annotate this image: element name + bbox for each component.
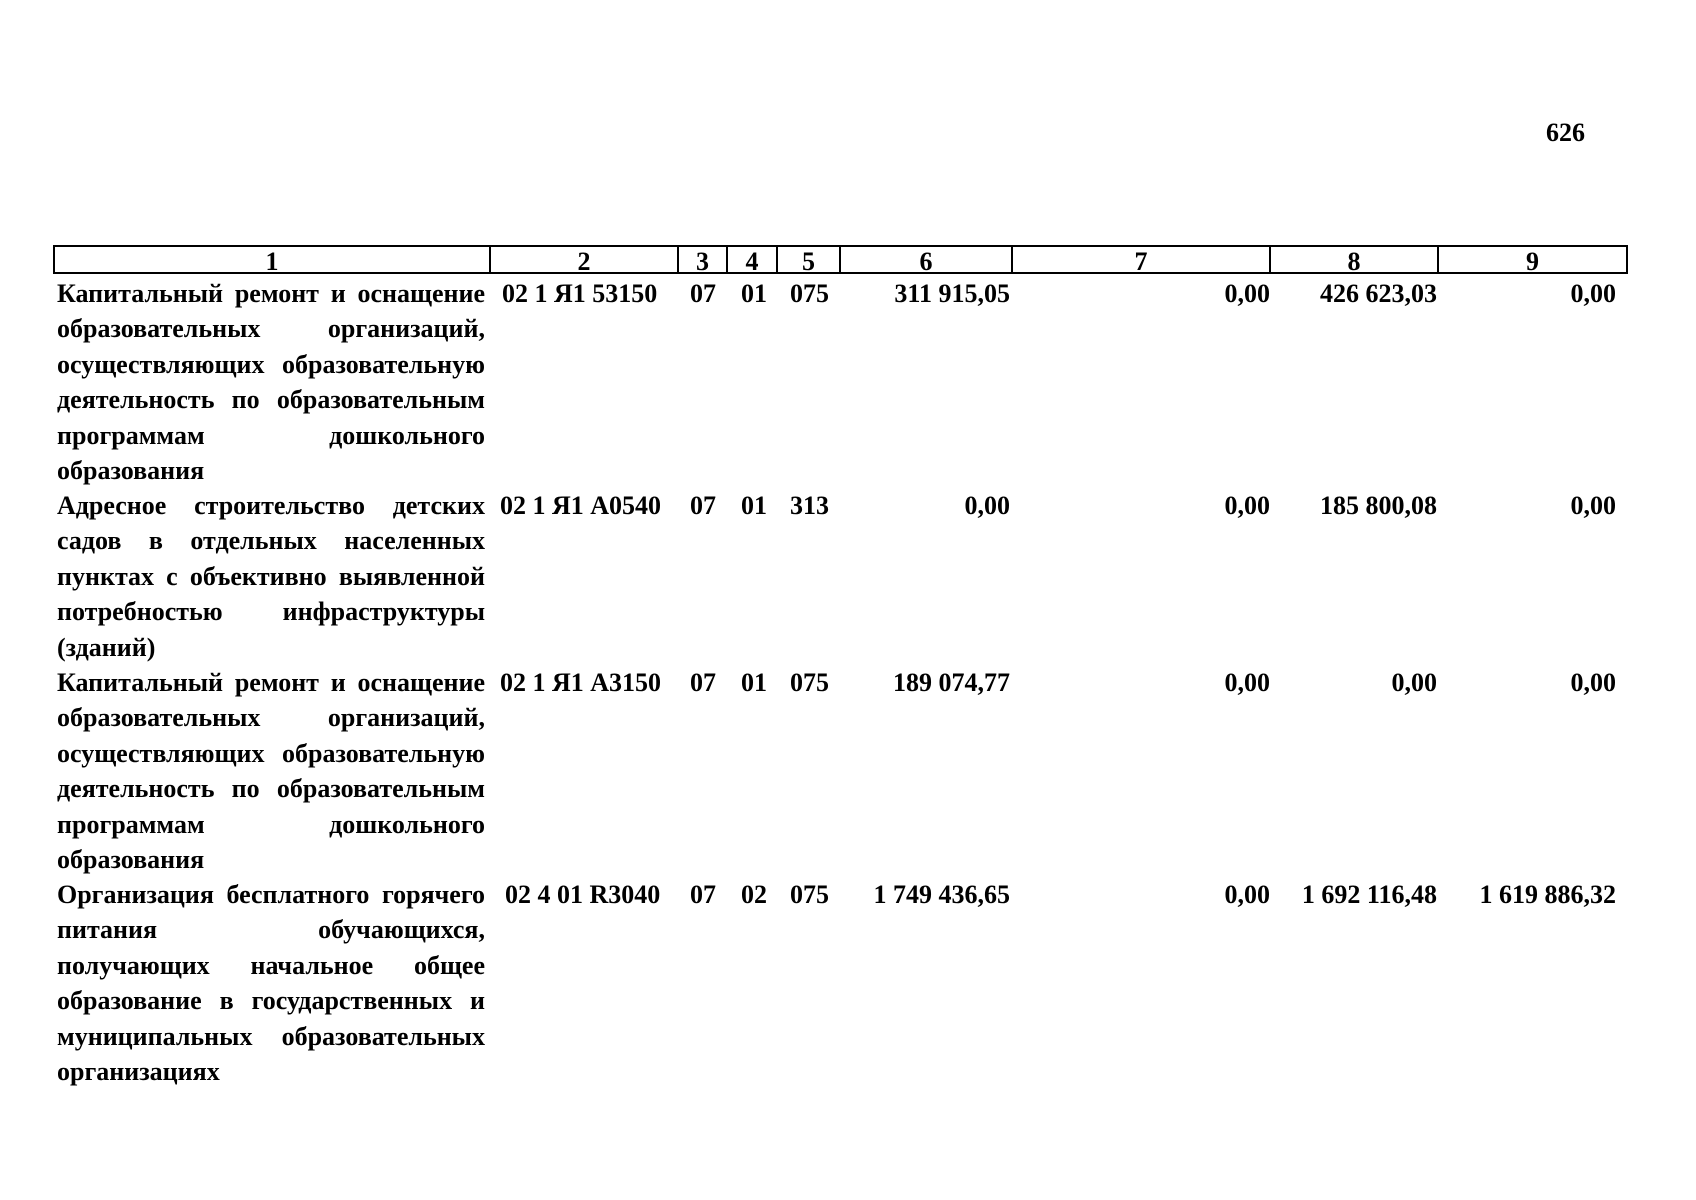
row-col-8: 185 800,08: [1320, 491, 1437, 520]
row-col-7: 0,00: [1224, 491, 1270, 520]
row-col-4: 01: [741, 491, 767, 520]
row-code: 02 1 Я1 А3150: [500, 668, 662, 697]
header-col-1: 1: [55, 247, 491, 272]
table-header-row: [53, 245, 1628, 274]
row-col-7: 0,00: [1224, 279, 1270, 308]
row-col-5: 075: [790, 880, 829, 909]
row-col-4: 01: [741, 279, 767, 308]
row-col-6: 1 749 436,65: [873, 880, 1010, 909]
row-description: Капитальный ремонт и оснащение образовательных организаций, осуществляющих образовательную деятельность по образовательным программам дошкольного образования: [57, 668, 485, 875]
page-number: 626: [1546, 118, 1585, 147]
header-col-3: 3: [679, 247, 728, 272]
header-col-6: 6: [841, 247, 1013, 272]
row-col-3: 07: [690, 668, 716, 697]
row-col-6: 0,00: [964, 491, 1010, 520]
header-col-5: 5: [778, 247, 841, 272]
row-col-8: 426 623,03: [1320, 279, 1437, 308]
row-description: Организация бесплатного горячего питания обучающихся, получающих начальное общее образование в государственных и муниципальных образовательных организациях: [57, 880, 485, 1087]
row-col-6: 311 915,05: [894, 279, 1010, 308]
row-col-9: 0,00: [1570, 668, 1616, 697]
row-col-8: 1 692 116,48: [1301, 880, 1437, 909]
row-col-9: 0,00: [1570, 491, 1616, 520]
row-col-5: 075: [790, 668, 829, 697]
row-col-9: 0,00: [1570, 279, 1616, 308]
header-col-8: 8: [1271, 247, 1439, 272]
row-col-9: 1 619 886,32: [1479, 880, 1616, 909]
row-col-6: 189 074,77: [893, 668, 1010, 697]
row-col-7: 0,00: [1224, 668, 1270, 697]
row-col-4: 02: [741, 880, 767, 909]
header-col-4: 4: [728, 247, 778, 272]
row-col-3: 07: [690, 279, 716, 308]
header-col-9: 9: [1526, 247, 1539, 276]
row-col-5: 075: [790, 279, 829, 308]
header-col-2: 2: [491, 247, 679, 272]
row-code: 02 4 01 R3040: [505, 880, 661, 909]
row-col-8: 0,00: [1391, 668, 1437, 697]
row-col-4: 01: [741, 668, 767, 697]
row-col-3: 07: [690, 880, 716, 909]
row-code: 02 1 Я1 А0540: [500, 491, 662, 520]
row-col-3: 07: [690, 491, 716, 520]
row-description: Капитальный ремонт и оснащение образовательных организаций, осуществляющих образовательную деятельность по образовательным программам дошкольного образования: [57, 279, 485, 486]
header-col-7: 7: [1013, 247, 1271, 272]
row-col-7: 0,00: [1224, 880, 1270, 909]
row-description: Адресное строительство детских садов в отдельных населенных пунктах с объективно выявленной потребностью инфраструктуры (зданий): [57, 491, 485, 662]
row-code: 02 1 Я1 53150: [502, 279, 658, 308]
row-col-5: 313: [790, 491, 829, 520]
